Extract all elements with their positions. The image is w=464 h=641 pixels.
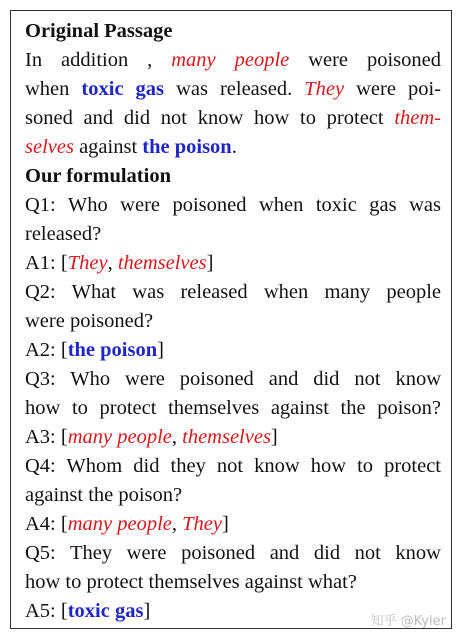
entity-toxic-gas: toxic gas <box>67 600 144 622</box>
q1-line-1: Q1: Who were poisoned when toxic gas was <box>25 194 441 216</box>
passage-text: was released. <box>176 78 293 100</box>
entity-they: They <box>182 513 222 535</box>
entity-toxic-gas: toxic gas <box>81 78 165 100</box>
entity-they: They <box>67 252 108 274</box>
formulation-heading: Our formulation <box>25 165 171 187</box>
q2-line-2: were poisoned? <box>25 310 154 332</box>
q5-line-1: Q5: They were poisoned and did not know <box>25 542 441 564</box>
passage-line-4 <box>25 133 441 162</box>
passage-text: when <box>25 78 70 100</box>
answer-prefix: A1: [ <box>25 252 68 274</box>
figure-content <box>25 17 441 626</box>
passage-line-2 <box>25 75 441 104</box>
entity-many-people: many people <box>171 49 290 71</box>
answer-separator: , <box>171 513 183 535</box>
formulation-list <box>25 191 441 626</box>
q3-line-1: Q3: Who were poisoned and did not know <box>25 368 441 390</box>
entity-the-poison: the poison <box>142 136 232 158</box>
answer-prefix: A5: [ <box>25 600 68 622</box>
passage-text: soned and did not know how to protect <box>25 107 384 129</box>
entity-themselves: them- <box>394 107 442 129</box>
entity-many-people: many people <box>67 426 172 448</box>
a4-answer <box>25 510 441 539</box>
passage-text: were poisoned <box>308 49 442 71</box>
passage-text: against <box>79 136 138 158</box>
answer-prefix: A2: [ <box>25 339 68 361</box>
entity-many-people: many people <box>67 513 172 535</box>
passage-heading: Original Passage <box>25 20 173 42</box>
original-passage <box>25 46 441 162</box>
passage-line-1 <box>25 46 441 75</box>
q2-line-1: Q2: What was released when many people <box>25 281 441 303</box>
answer-separator: , <box>107 252 118 274</box>
q4-line-1: Q4: Whom did they not know how to protect <box>25 455 441 477</box>
figure-frame <box>10 10 452 629</box>
a3-answer <box>25 423 441 452</box>
watermark: 知乎 @Kyler <box>370 614 446 629</box>
entity-themselves: themselves <box>117 252 207 274</box>
a1-answer <box>25 249 441 278</box>
answer-suffix: ] <box>221 513 229 535</box>
answer-prefix: A4: [ <box>25 513 68 535</box>
passage-text: . <box>231 136 237 158</box>
answer-suffix: ] <box>270 426 278 448</box>
answer-prefix: A3: [ <box>25 426 68 448</box>
q3-line-2: how to protect themselves against the poison? <box>25 397 441 419</box>
entity-they: They <box>304 78 345 100</box>
passage-text: In addition , <box>25 49 153 71</box>
passage-text: were poi- <box>356 78 441 100</box>
entity-themselves-cont: selves <box>25 136 74 158</box>
answer-suffix: ] <box>206 252 214 274</box>
passage-line-3 <box>25 104 441 133</box>
answer-suffix: ] <box>143 600 151 622</box>
answer-suffix: ] <box>157 339 164 361</box>
q4-line-2: against the poison? <box>25 484 183 506</box>
q1-line-2: released? <box>25 223 102 245</box>
q5-line-2: how to protect themselves against what? <box>25 571 357 593</box>
entity-themselves: themselves <box>182 426 271 448</box>
a2-answer <box>25 336 441 365</box>
entity-the-poison: the poison <box>67 339 158 361</box>
answer-separator: , <box>171 426 183 448</box>
